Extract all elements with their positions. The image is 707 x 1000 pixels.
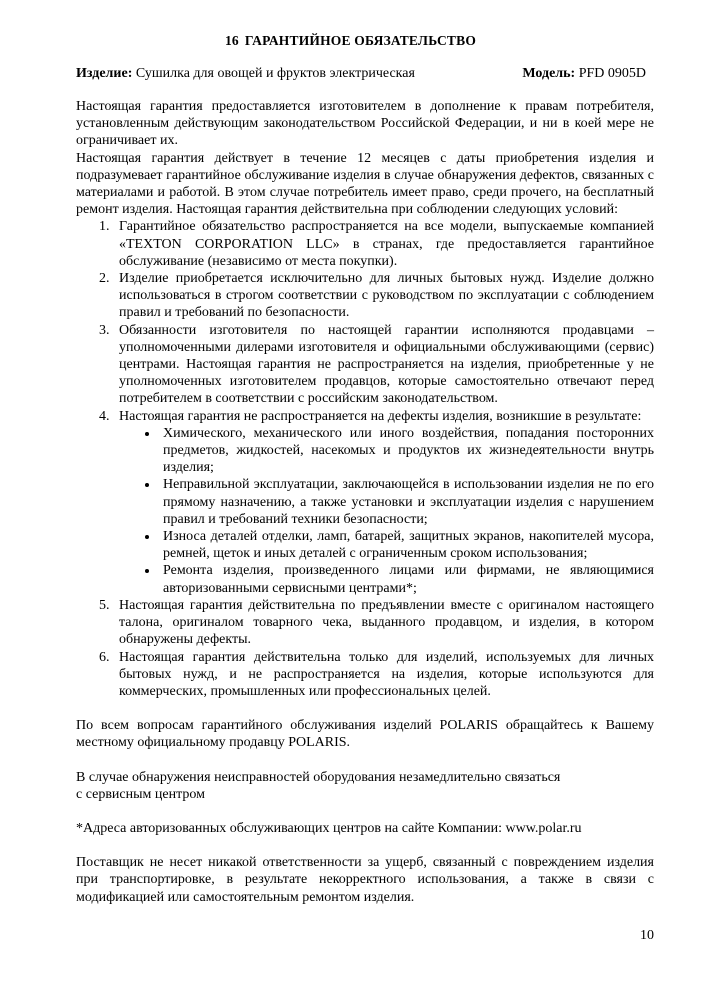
model-label: Модель: xyxy=(522,66,576,81)
product-label: Изделие: xyxy=(76,66,133,81)
condition-item: 1. Гарантийное обязательство распространяется на все модели, выпускаемые компанией «TEXTON CORPORATION LLC» в странах, где предоставляется гарантийное обслуживание (независимо от места покупки). xyxy=(113,218,654,270)
conditions-list xyxy=(76,218,654,700)
section-number: 16 xyxy=(224,33,239,48)
model-value: PFD 0905D xyxy=(578,66,646,81)
term-paragraph: Настоящая гарантия действует в течение 12 месяцев с даты приобретения изделия и подразумевает гарантийное обслуживание изделия в случае обнаружения дефектов, связанных с материалами и работой. В этом случае потребитель имеет право, среди прочего, на бесплатный ремонт изделия. Настоящая гарантия действительна при соблюдении следующих условий: xyxy=(76,150,654,218)
malfunction-paragraph xyxy=(76,769,654,803)
condition-item: 2. Изделие приобретается исключительно для личных бытовых нужд. Изделие должно использоваться в строгом соответствии с руководством по эксплуатации с соблюдением правил и требований по безопасности. xyxy=(113,270,654,322)
section-heading: ГАРАНТИЙНОЕ ОБЯЗАТЕЛЬСТВО xyxy=(244,33,477,48)
defect-item: • Ремонта изделия, произведенного лицами или фирмами, не являющимися авторизованными сервисными центрами*; xyxy=(159,562,654,596)
condition-item: 3. Обязанности изготовителя по настоящей гарантии исполняются продавцами – уполномоченными дилерами изготовителя и официальными обслуживающими (сервис) центрами. Настоящая гарантия не распространяется на изделия, приобретенные у не уполномоченных изготовителем продавцов, которые самостоятельно отвечают перед потребителем в соответствии с российским законодательством. xyxy=(113,322,654,408)
condition-item: 5. Настоящая гарантия действительна по предъявлении вместе с оригиналом настоящего талона, оригиналом товарного чека, выданного продавцом, и изделия, в котором обнаружены дефекты. xyxy=(113,597,654,649)
condition-item xyxy=(113,408,654,597)
section-title xyxy=(0,33,707,49)
product-name: Сушилка для овощей и фруктов электрическая xyxy=(135,66,415,81)
defect-item: • Химического, механического или иного воздействия, попадания посторонних предметов, жидкостей, насекомых и продуктов их жизнедеятельности внутрь изделия; xyxy=(159,425,654,477)
model-info xyxy=(522,66,646,82)
warranty-body xyxy=(76,98,654,906)
defects-list xyxy=(119,425,654,597)
intro-paragraph: Настоящая гарантия предоставляется изготовителем в дополнение к правам потребителя, установленным действующим законодательством Российской Федерации, и ни в коей мере не ограничивает их. xyxy=(76,99,654,149)
page-number: 10 xyxy=(640,928,654,943)
malfunction-line-2: с сервисным центром xyxy=(76,786,205,802)
liability-paragraph: Поставщик не несет никакой ответственности за ущерб, связанный с повреждением изделия при транспортировке, в результате некорректного использования, а также в связи с модификацией или самостоятельным ремонтом изделия. xyxy=(76,855,654,905)
addresses-note: *Адреса авторизованных обслуживающих центров на сайте Компании: www.polar.ru xyxy=(76,820,582,836)
product-info xyxy=(76,66,646,82)
defect-item: • Износа деталей отделки, ламп, батарей, защитных экранов, накопителей мусора, ремней, щеток и иных деталей с ограниченным сроком использования; xyxy=(159,528,654,562)
condition-item: 6. Настоящая гарантия действительна только для изделий, используемых для личных бытовых нужд, и не распространяется на изделия, которые используются для коммерческих, промышленных или профессиональных целей. xyxy=(113,649,654,701)
service-paragraph: По всем вопросам гарантийного обслуживания изделий POLARIS обращайтесь к Вашему местному официальному продавцу POLARIS. xyxy=(76,718,654,751)
malfunction-line-1: В случае обнаружения неисправностей оборудования незамедлительно связаться xyxy=(76,769,561,785)
defect-item: • Неправильной эксплуатации, заключающейся в использовании изделия не по его прямому назначению, а также установки и эксплуатации изделия с нарушением правил и требований техники безопасности; xyxy=(159,476,654,528)
condition-text: Настоящая гарантия не распространяется на дефекты изделия, возникшие в результате: xyxy=(119,408,642,424)
